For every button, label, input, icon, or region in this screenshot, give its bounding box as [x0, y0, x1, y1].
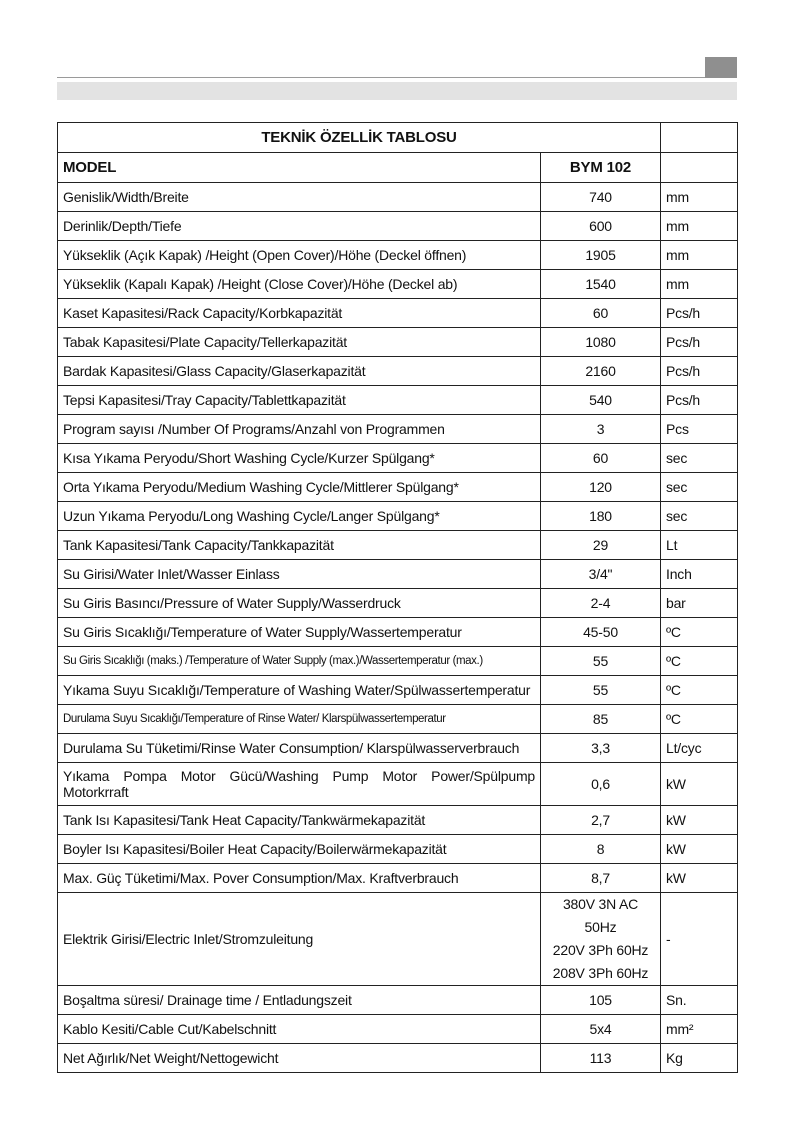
- row-unit: sec: [661, 473, 738, 502]
- row-unit: sec: [661, 444, 738, 473]
- row-value: 3: [541, 415, 661, 444]
- row-unit: ºC: [661, 705, 738, 734]
- header-band: [57, 82, 737, 100]
- row-label: Bardak Kapasitesi/Glass Capacity/Glaserkapazität: [58, 357, 541, 386]
- row-unit: Pcs/h: [661, 357, 738, 386]
- row-value: 5x4: [541, 1015, 661, 1044]
- table-row: [58, 502, 738, 531]
- row-value: 55: [541, 676, 661, 705]
- row-unit: Inch: [661, 560, 738, 589]
- row-label: Orta Yıkama Peryodu/Medium Washing Cycle/Mittlerer Spülgang*: [58, 473, 541, 502]
- row-label: Yükseklik (Kapalı Kapak) /Height (Close Cover)/Höhe (Deckel ab): [58, 270, 541, 299]
- row-value: 120: [541, 473, 661, 502]
- row-unit: kW: [661, 806, 738, 835]
- row-unit: sec: [661, 502, 738, 531]
- table-row: [58, 415, 738, 444]
- table-row: [58, 647, 738, 676]
- electric-inlet-option: 220V 3Ph 60Hz: [552, 942, 649, 958]
- row-label: Tank Kapasitesi/Tank Capacity/Tankkapazität: [58, 531, 541, 560]
- row-unit: kW: [661, 763, 738, 806]
- row-label: Uzun Yıkama Peryodu/Long Washing Cycle/Langer Spülgang*: [58, 502, 541, 531]
- row-value: 60: [541, 444, 661, 473]
- table-row: [58, 328, 738, 357]
- table-row: [58, 357, 738, 386]
- table-row: [58, 560, 738, 589]
- row-value: 55: [541, 647, 661, 676]
- row-value: 60: [541, 299, 661, 328]
- table-row: [58, 893, 738, 986]
- model-value: BYM 102: [541, 153, 661, 183]
- row-unit: ºC: [661, 647, 738, 676]
- row-unit: ºC: [661, 618, 738, 647]
- row-label: Kablo Kesiti/Cable Cut/Kabelschnitt: [58, 1015, 541, 1044]
- row-value: 1540: [541, 270, 661, 299]
- row-label: Durulama Suyu Sıcaklığı/Temperature of Rinse Water/ Klarspülwassertemperatur: [58, 705, 541, 734]
- row-unit: ºC: [661, 676, 738, 705]
- row-label: Tank Isı Kapasitesi/Tank Heat Capacity/Tankwärmekapazität: [58, 806, 541, 835]
- row-value: 740: [541, 183, 661, 212]
- row-value: 8,7: [541, 864, 661, 893]
- row-unit: Pcs/h: [661, 328, 738, 357]
- row-unit: Kg: [661, 1044, 738, 1073]
- row-value: 2160: [541, 357, 661, 386]
- row-value: 3/4": [541, 560, 661, 589]
- row-value: 180: [541, 502, 661, 531]
- electric-inlet-option: 208V 3Ph 60Hz: [552, 965, 649, 981]
- spec-table: [57, 122, 738, 1073]
- row-unit: -: [661, 893, 738, 986]
- row-value: 8: [541, 835, 661, 864]
- row-label: Program sayısı /Number Of Programs/Anzahl von Programmen: [58, 415, 541, 444]
- table-row: [58, 835, 738, 864]
- table-row: [58, 1044, 738, 1073]
- row-label: Genislik/Width/Breite: [58, 183, 541, 212]
- row-value: 29: [541, 531, 661, 560]
- row-label: Tepsi Kapasitesi/Tray Capacity/Tablettkapazität: [58, 386, 541, 415]
- row-unit: Pcs: [661, 415, 738, 444]
- table-row: [58, 705, 738, 734]
- table-title-row: [58, 123, 738, 153]
- row-unit: Lt: [661, 531, 738, 560]
- row-value: 0,6: [541, 763, 661, 806]
- row-label: Su Girisi/Water Inlet/Wasser Einlass: [58, 560, 541, 589]
- table-row: [58, 183, 738, 212]
- table-row: [58, 676, 738, 705]
- row-label: Boyler Isı Kapasitesi/Boiler Heat Capacity/Boilerwärmekapazität: [58, 835, 541, 864]
- row-value: 3,3: [541, 734, 661, 763]
- empty-cell: [661, 153, 738, 183]
- empty-cell: [661, 123, 738, 153]
- row-value: 85: [541, 705, 661, 734]
- table-row: [58, 986, 738, 1015]
- row-label: Derinlik/Depth/Tiefe: [58, 212, 541, 241]
- row-value: 2-4: [541, 589, 661, 618]
- row-label: Tabak Kapasitesi/Plate Capacity/Tellerkapazität: [58, 328, 541, 357]
- row-unit: mm: [661, 270, 738, 299]
- table-row: [58, 299, 738, 328]
- row-value: 105: [541, 986, 661, 1015]
- row-label: Kısa Yıkama Peryodu/Short Washing Cycle/Kurzer Spülgang*: [58, 444, 541, 473]
- table-row: [58, 270, 738, 299]
- row-label: Elektrik Girisi/Electric Inlet/Stromzuleitung: [58, 893, 541, 986]
- electric-inlet-option: 380V 3N AC 50Hz: [562, 896, 639, 935]
- row-label: Boşaltma süresi/ Drainage time / Entladungszeit: [58, 986, 541, 1015]
- model-label: MODEL: [58, 153, 541, 183]
- row-label: Su Giris Sıcaklığı/Temperature of Water Supply/Wassertemperatur: [58, 618, 541, 647]
- table-row: [58, 241, 738, 270]
- row-unit: mm: [661, 241, 738, 270]
- row-unit: bar: [661, 589, 738, 618]
- row-value: 2,7: [541, 806, 661, 835]
- table-row: [58, 618, 738, 647]
- model-row: [58, 153, 738, 183]
- row-unit: mm: [661, 212, 738, 241]
- row-unit: mm²: [661, 1015, 738, 1044]
- table-row: [58, 1015, 738, 1044]
- page-tab-marker: [705, 57, 737, 78]
- row-label: Net Ağırlık/Net Weight/Nettogewicht: [58, 1044, 541, 1073]
- row-value: 113: [541, 1044, 661, 1073]
- row-value: 1905: [541, 241, 661, 270]
- row-unit: Pcs/h: [661, 386, 738, 415]
- row-value: 540: [541, 386, 661, 415]
- table-row: [58, 531, 738, 560]
- row-label: Yükseklik (Açık Kapak) /Height (Open Cover)/Höhe (Deckel öffnen): [58, 241, 541, 270]
- table-row: [58, 864, 738, 893]
- row-label: Yıkama Suyu Sıcaklığı/Temperature of Washing Water/Spülwassertemperatur: [58, 676, 541, 705]
- row-unit: Sn.: [661, 986, 738, 1015]
- table-row: [58, 734, 738, 763]
- row-value: 45-50: [541, 618, 661, 647]
- row-label: Su Giris Basıncı/Pressure of Water Supply/Wasserdruck: [58, 589, 541, 618]
- table-row: [58, 212, 738, 241]
- table-row: [58, 589, 738, 618]
- row-value: 600: [541, 212, 661, 241]
- row-label: Su Giris Sıcaklığı (maks.) /Temperature of Water Supply (max.)/Wassertemperatur (max.): [58, 647, 541, 676]
- table-row: [58, 444, 738, 473]
- row-unit: Lt/cyc: [661, 734, 738, 763]
- row-label: Max. Güç Tüketimi/Max. Pover Consumption/Max. Kraftverbrauch: [58, 864, 541, 893]
- row-label: Durulama Su Tüketimi/Rinse Water Consumption/ Klarspülwasserverbrauch: [58, 734, 541, 763]
- table-row: [58, 473, 738, 502]
- table-row: [58, 806, 738, 835]
- table-row: [58, 763, 738, 806]
- header-rule: [57, 57, 705, 78]
- row-value-multi: [541, 893, 661, 986]
- row-unit: Pcs/h: [661, 299, 738, 328]
- row-unit: kW: [661, 864, 738, 893]
- row-unit: kW: [661, 835, 738, 864]
- row-value: 1080: [541, 328, 661, 357]
- row-label: Kaset Kapasitesi/Rack Capacity/Korbkapazität: [58, 299, 541, 328]
- table-row: [58, 386, 738, 415]
- row-label: Yıkama Pompa Motor Gücü/Washing Pump Motor Power/Spülpump Motorkrraft: [58, 763, 541, 806]
- table-title: TEKNİK ÖZELLİK TABLOSU: [58, 123, 661, 153]
- row-unit: mm: [661, 183, 738, 212]
